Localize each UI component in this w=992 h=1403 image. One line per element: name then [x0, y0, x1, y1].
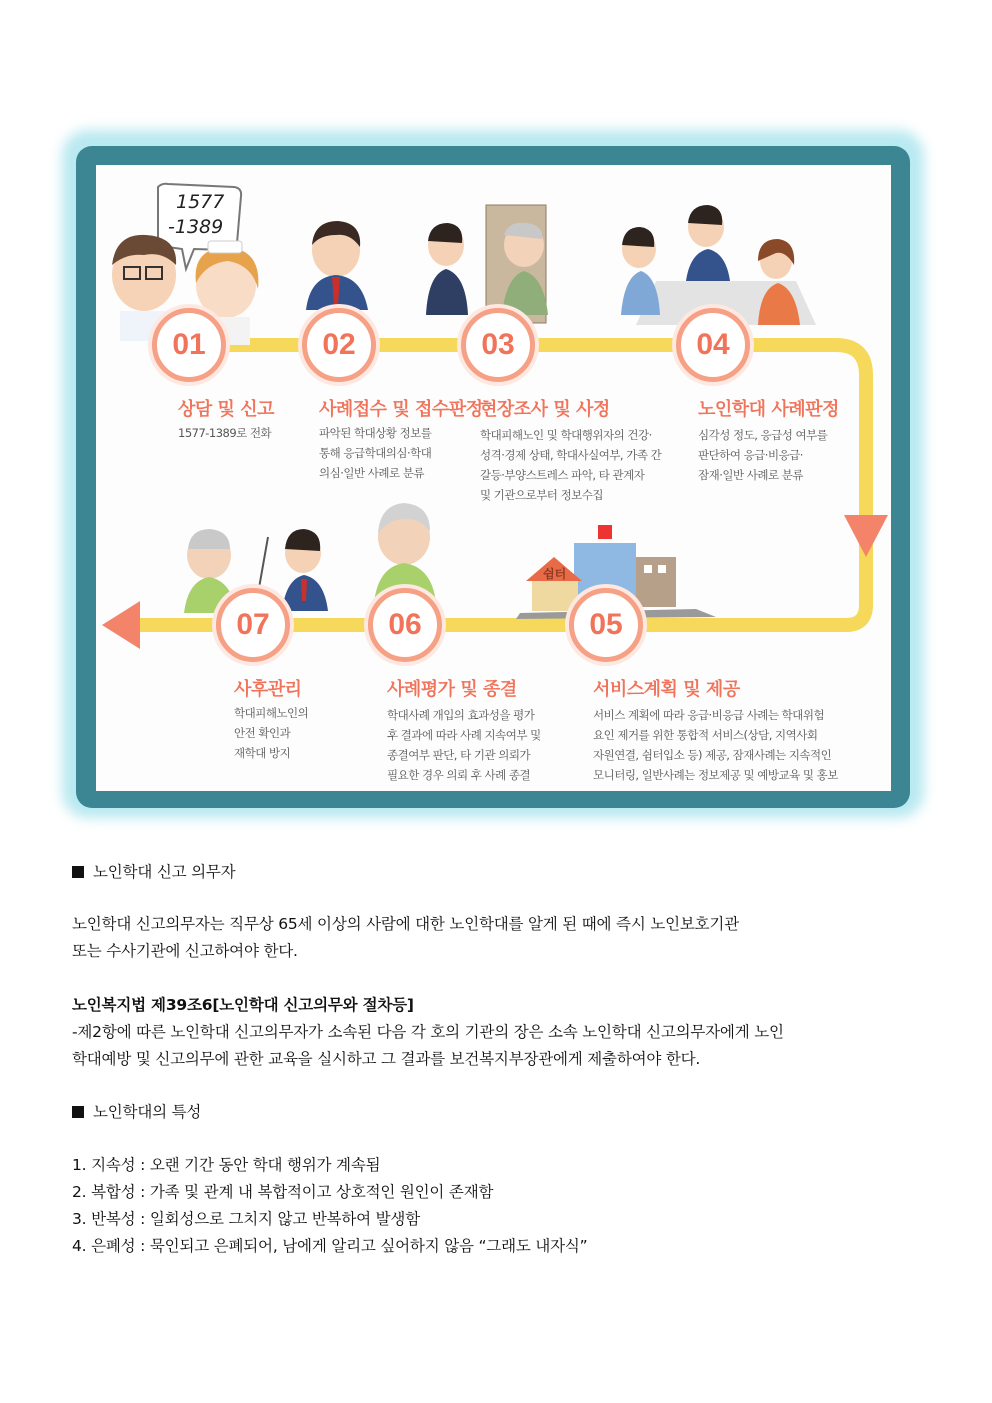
step-01-desc: 1577-1389로 전화	[178, 426, 272, 440]
step-05-desc: 서비스 계획에 따라 응급·비응급 사례는 학대위험 요인 제거를 위한 통합적 서비스(상담, 지역사회 자원연결, 쉼터입소 등) 제공, 잠재사례는 지속적인 모니터링, 일반사례는 정보제공 및 예방교육 및 홍보	[593, 708, 838, 782]
section-1-para-line-1: 노인학대 신고의무자는 직무상 65세 이상의 사람에 대한 노인학대를 알게 된 때에 즉시 노인보호기관	[72, 915, 739, 933]
section-2-heading	[72, 1100, 201, 1122]
characteristic-item: 2. 복합성 : 가족 및 관계 내 복합적이고 상호적인 원인이 존재함	[72, 1183, 494, 1201]
step-02-desc: 파악된 학대상황 정보를 통해 응급학대의심·학대 의심·일반 사례로 분류	[319, 426, 432, 480]
abuse-process-infographic	[96, 165, 891, 791]
shelter-sign: 쉼터	[543, 567, 567, 581]
section-1-heading-text: 노인학대 신고 의무자	[93, 863, 236, 881]
bubble-line-1: 1577	[176, 191, 225, 213]
step-01-badge: 01	[152, 308, 226, 382]
characteristic-item: 1. 지속성 : 오랜 기간 동안 학대 행위가 계속됨	[72, 1156, 381, 1174]
step-05-title: 서비스계획 및 제공	[593, 679, 740, 700]
section-1-para-line-2: 또는 수사기관에 신고하여야 한다.	[72, 942, 298, 960]
arrow-down-icon	[844, 515, 888, 557]
bubble-line-2: -1389	[168, 216, 224, 238]
section-1-heading	[72, 860, 235, 882]
step-06-desc: 학대사례 개입의 효과성을 평가 후 결과에 따라 사례 지속여부 및 종결여부 판단, 타 기관 의뢰가 필요한 경우 의뢰 후 사례 종결	[387, 708, 541, 782]
step-01-title: 상담 및 신고	[178, 399, 274, 420]
step-04-desc: 심각성 정도, 응급성 여부를 판단하여 응급·비응급· 잠재·일반 사례로 분류	[698, 428, 828, 482]
step-03-desc: 학대피해노인 및 학대행위자의 건강· 성격·경제 상태, 학대사실여부, 가족 간 갈등·부양스트레스 파악, 타 관계자 및 기관으로부터 정보수집	[480, 428, 662, 502]
step-07-badge: 07	[216, 588, 290, 662]
step-03-title: 현장조사 및 사정	[480, 399, 610, 420]
step-05-badge: 05	[569, 588, 643, 662]
section-2-heading-text: 노인학대의 특성	[93, 1103, 202, 1121]
law-title: 노인복지법 제39조6[노인학대 신고의무와 절차등]	[72, 996, 414, 1014]
bullet-square-icon	[72, 866, 84, 878]
bullet-square-icon	[72, 1106, 84, 1118]
step-06-title: 사례평가 및 종결	[387, 679, 517, 700]
law-text-line-1: -제2항에 따른 노인학대 신고의무자가 소속된 다음 각 호의 기관의 장은 소속 노인학대 신고의무자에게 노인	[72, 1023, 784, 1041]
characteristic-item: 4. 은폐성 : 묵인되고 은폐되어, 남에게 알리고 싶어하지 않음 “그래도 내자식”	[72, 1237, 588, 1255]
step-06-badge: 06	[368, 588, 442, 662]
step-04-title: 노인학대 사례판정	[698, 399, 839, 420]
step-03-badge: 03	[461, 308, 535, 382]
step-02-badge: 02	[302, 308, 376, 382]
characteristic-item: 3. 반복성 : 일회성으로 그치지 않고 반복하여 발생함	[72, 1210, 420, 1228]
step-02-title: 사례접수 및 접수판정	[319, 399, 483, 420]
law-text-line-2: 학대예방 및 신고의무에 관한 교육을 실시하고 그 결과를 보건복지부장관에게 제출하여야 한다.	[72, 1050, 701, 1068]
staff-on-phone-illustration	[306, 221, 368, 310]
field-visit-illustration	[426, 205, 548, 323]
case-meeting-illustration	[621, 205, 816, 325]
step-04-badge: 04	[676, 308, 750, 382]
step-07-title: 사후관리	[234, 679, 302, 700]
arrow-left-icon	[102, 601, 140, 649]
step-07-desc: 학대피해노인의 안전 확인과 재학대 방지	[234, 706, 309, 760]
